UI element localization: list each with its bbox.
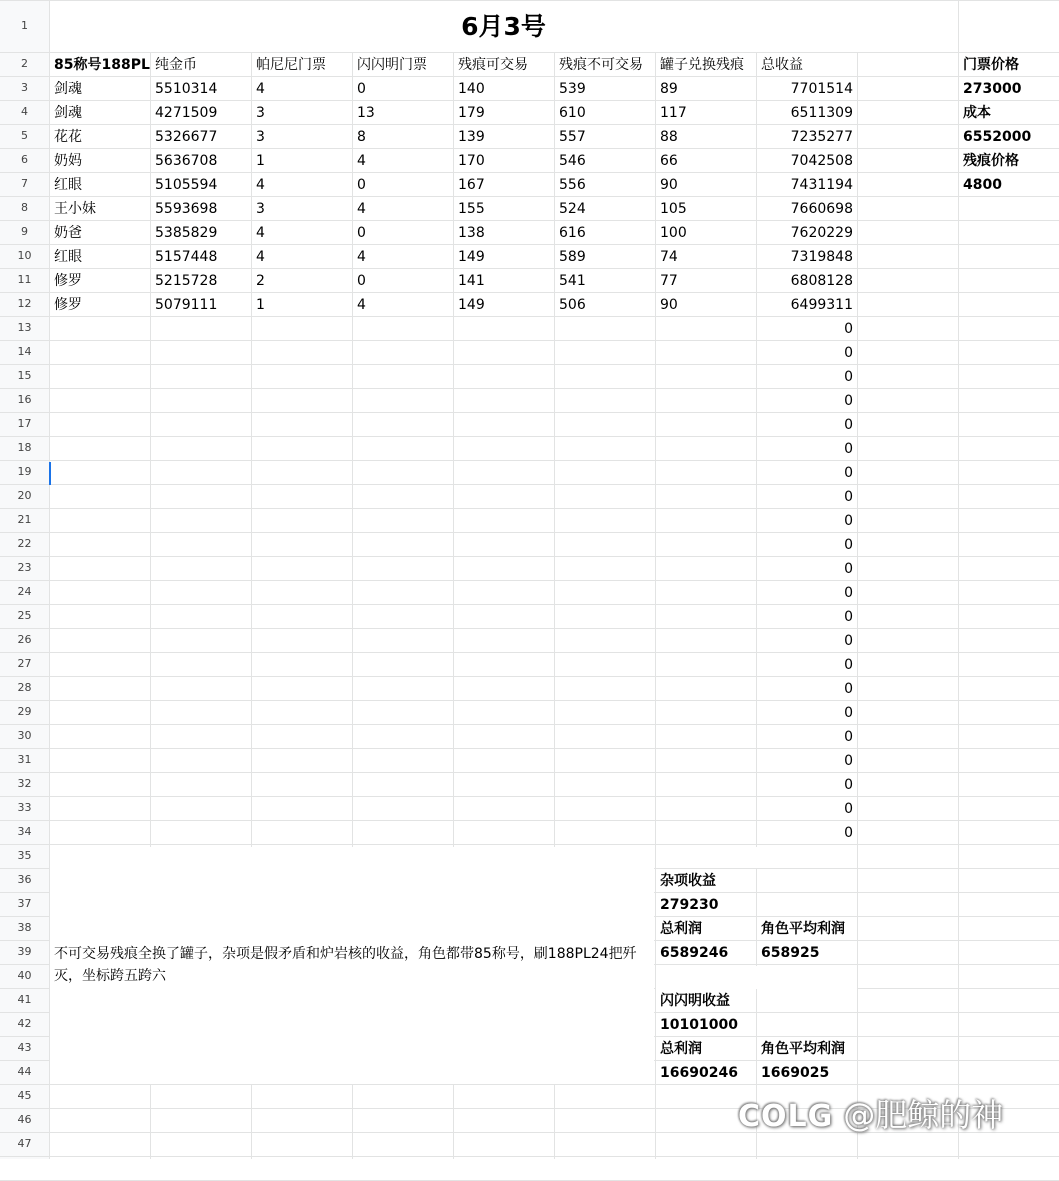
table-cell[interactable]: 8 — [357, 129, 366, 145]
table-cell[interactable]: 7319848 — [790, 249, 853, 265]
table-cell[interactable]: 105 — [660, 201, 687, 217]
grid-line — [958, 0, 959, 1159]
row-number[interactable]: 35 — [17, 849, 32, 862]
total-cell[interactable]: 0 — [844, 825, 853, 841]
grid-line — [0, 388, 1059, 389]
table-cell[interactable]: 2 — [256, 273, 265, 289]
total-cell[interactable]: 0 — [844, 345, 853, 361]
table-cell[interactable]: 6499311 — [790, 297, 853, 313]
grid-line — [0, 508, 1059, 509]
row-number[interactable]: 18 — [17, 441, 32, 454]
row-number[interactable]: 22 — [17, 537, 32, 550]
side-cell[interactable]: 门票价格 — [963, 57, 1019, 73]
row-number[interactable]: 5 — [21, 129, 28, 142]
row-number[interactable]: 3 — [21, 81, 28, 94]
row-number[interactable]: 26 — [17, 633, 32, 646]
row-number[interactable]: 36 — [17, 873, 32, 886]
table-cell[interactable]: 0 — [357, 225, 366, 241]
row-number[interactable]: 28 — [17, 681, 32, 694]
row-number[interactable]: 43 — [17, 1041, 32, 1054]
row-number[interactable]: 38 — [17, 921, 32, 934]
table-cell[interactable]: 140 — [458, 81, 485, 97]
row-number[interactable]: 45 — [17, 1089, 32, 1102]
table-cell[interactable]: 77 — [660, 273, 678, 289]
row-number[interactable]: 41 — [17, 993, 32, 1006]
column-header[interactable]: 闪闪明门票 — [357, 57, 427, 73]
total-cell[interactable]: 0 — [844, 777, 853, 793]
total-cell[interactable]: 0 — [844, 393, 853, 409]
row-number[interactable]: 1 — [21, 19, 28, 32]
total-cell[interactable]: 0 — [844, 489, 853, 505]
row-number[interactable]: 24 — [17, 585, 32, 598]
table-cell[interactable]: 149 — [458, 249, 485, 265]
column-header[interactable]: 总收益 — [761, 57, 803, 73]
side-cell[interactable]: 成本 — [963, 105, 991, 121]
grid-line — [0, 340, 1059, 341]
table-cell[interactable]: 3 — [256, 201, 265, 217]
table-cell[interactable]: 4 — [357, 297, 366, 313]
table-cell[interactable]: 0 — [357, 81, 366, 97]
row-number[interactable]: 39 — [17, 945, 32, 958]
total-cell[interactable]: 0 — [844, 441, 853, 457]
table-cell[interactable]: 1 — [256, 297, 265, 313]
table-cell[interactable]: 5510314 — [155, 81, 218, 97]
row-number[interactable]: 9 — [21, 225, 28, 238]
column-header[interactable]: 罐子兑换残痕 — [660, 57, 744, 73]
table-cell[interactable]: 0 — [357, 273, 366, 289]
table-cell[interactable]: 100 — [660, 225, 687, 241]
shine-income-value[interactable]: 10101000 — [660, 1017, 738, 1033]
row-number[interactable]: 7 — [21, 177, 28, 190]
table-cell[interactable]: 506 — [559, 297, 586, 313]
grid-line — [0, 604, 1059, 605]
column-header[interactable]: 纯金币 — [155, 57, 197, 73]
side-cell[interactable]: 6552000 — [963, 129, 1032, 145]
column-header[interactable]: 残痕可交易 — [458, 57, 528, 73]
total-cell[interactable]: 0 — [844, 513, 853, 529]
table-cell[interactable]: 花花 — [54, 129, 82, 145]
table-cell[interactable]: 539 — [559, 81, 586, 97]
total-profit-label[interactable]: 总利润 — [660, 921, 702, 937]
table-cell[interactable]: 155 — [458, 201, 485, 217]
grid-line — [0, 364, 1059, 365]
table-cell[interactable]: 4 — [256, 225, 265, 241]
grid-line — [0, 820, 1059, 821]
row-number[interactable]: 27 — [17, 657, 32, 670]
total-profit-2-label[interactable]: 总利润 — [660, 1041, 702, 1057]
row-number[interactable]: 23 — [17, 561, 32, 574]
row-number[interactable]: 46 — [17, 1113, 32, 1126]
row-number[interactable]: 30 — [17, 729, 32, 742]
grid-line — [0, 772, 1059, 773]
total-cell[interactable]: 0 — [844, 753, 853, 769]
row-number[interactable]: 6 — [21, 153, 28, 166]
table-cell[interactable]: 1 — [256, 153, 265, 169]
row-number[interactable]: 20 — [17, 489, 32, 502]
table-cell[interactable]: 奶妈 — [54, 153, 82, 169]
table-cell[interactable]: 5105594 — [155, 177, 218, 193]
row-number[interactable]: 33 — [17, 801, 32, 814]
row-number[interactable]: 42 — [17, 1017, 32, 1030]
table-cell[interactable]: 4 — [357, 249, 366, 265]
table-cell[interactable]: 红眼 — [54, 249, 82, 265]
row-number[interactable]: 15 — [17, 369, 32, 382]
row-number[interactable]: 31 — [17, 753, 32, 766]
grid-line — [0, 484, 1059, 485]
avg-profit-label[interactable]: 角色平均利润 — [761, 921, 845, 937]
total-cell[interactable]: 0 — [844, 801, 853, 817]
total-cell[interactable]: 0 — [844, 585, 853, 601]
shine-income-label[interactable]: 闪闪明收益 — [660, 993, 730, 1009]
watermark-text: @肥鲸的神 — [843, 1096, 1004, 1134]
grid-line — [0, 652, 1059, 653]
colg-logo: COLG — [738, 1099, 834, 1134]
table-cell[interactable]: 5636708 — [155, 153, 218, 169]
table-cell[interactable]: 剑魂 — [54, 81, 82, 97]
table-cell[interactable]: 138 — [458, 225, 485, 241]
row-number[interactable]: 4 — [21, 105, 28, 118]
table-cell[interactable]: 170 — [458, 153, 485, 169]
table-cell[interactable]: 139 — [458, 129, 485, 145]
grid-line — [0, 460, 1059, 461]
total-cell[interactable]: 0 — [844, 729, 853, 745]
row-number[interactable]: 47 — [17, 1137, 32, 1150]
column-header[interactable]: 85称号188PL — [54, 57, 150, 73]
row-number[interactable]: 21 — [17, 513, 32, 526]
row-number[interactable]: 19 — [17, 465, 32, 478]
grid-line — [0, 844, 1059, 845]
table-cell[interactable]: 4 — [357, 153, 366, 169]
table-cell[interactable]: 179 — [458, 105, 485, 121]
grid-line — [0, 580, 1059, 581]
table-cell[interactable]: 5593698 — [155, 201, 218, 217]
total-cell[interactable]: 0 — [844, 321, 853, 337]
table-cell[interactable]: 4 — [357, 201, 366, 217]
row-number[interactable]: 44 — [17, 1065, 32, 1078]
avg-profit-2-label[interactable]: 角色平均利润 — [761, 1041, 845, 1057]
table-cell[interactable]: 167 — [458, 177, 485, 193]
row-number[interactable]: 11 — [17, 273, 32, 286]
grid-line — [0, 628, 1059, 629]
side-cell[interactable]: 4800 — [963, 177, 1002, 193]
total-cell[interactable]: 0 — [844, 465, 853, 481]
grid-line — [0, 676, 1059, 677]
column-header[interactable]: 残痕不可交易 — [559, 57, 643, 73]
row-number[interactable]: 13 — [17, 321, 32, 334]
table-cell[interactable]: 4 — [256, 81, 265, 97]
table-cell[interactable]: 4271509 — [155, 105, 218, 121]
table-cell[interactable]: 13 — [357, 105, 375, 121]
table-cell[interactable]: 556 — [559, 177, 586, 193]
table-cell[interactable]: 88 — [660, 129, 678, 145]
table-cell[interactable]: 74 — [660, 249, 678, 265]
table-cell[interactable]: 616 — [559, 225, 586, 241]
row-number[interactable]: 37 — [17, 897, 32, 910]
total-cell[interactable]: 0 — [844, 633, 853, 649]
table-cell[interactable]: 7660698 — [790, 201, 853, 217]
table-cell[interactable]: 4 — [256, 177, 265, 193]
sheet-title: 6月3号 — [461, 12, 546, 41]
total-cell[interactable]: 0 — [844, 369, 853, 385]
row-number[interactable]: 25 — [17, 609, 32, 622]
avg-profit-2-value[interactable]: 1669025 — [761, 1065, 830, 1081]
total-cell[interactable]: 0 — [844, 657, 853, 673]
table-cell[interactable]: 89 — [660, 81, 678, 97]
total-cell[interactable]: 0 — [844, 561, 853, 577]
table-cell[interactable]: 7042508 — [790, 153, 853, 169]
grid-line — [857, 0, 858, 1159]
total-cell[interactable]: 0 — [844, 705, 853, 721]
grid-line — [0, 436, 1059, 437]
row-number[interactable]: 16 — [17, 393, 32, 406]
table-cell[interactable]: 6511309 — [790, 105, 853, 121]
total-profit-value[interactable]: 6589246 — [660, 945, 729, 961]
table-cell[interactable]: 610 — [559, 105, 586, 121]
table-cell[interactable]: 剑魂 — [54, 105, 82, 121]
grid-line — [0, 748, 1059, 749]
total-cell[interactable]: 0 — [844, 537, 853, 553]
row-number[interactable]: 2 — [21, 57, 28, 70]
grid-line — [0, 1156, 1059, 1157]
summary-blank-cell — [656, 847, 857, 868]
misc-income-value[interactable]: 279230 — [660, 897, 719, 913]
table-cell[interactable]: 0 — [357, 177, 366, 193]
grid-line — [0, 724, 1059, 725]
side-cell[interactable]: 273000 — [963, 81, 1022, 97]
row-number[interactable]: 10 — [17, 249, 32, 262]
table-cell[interactable]: 90 — [660, 177, 678, 193]
side-cell[interactable]: 残痕价格 — [963, 153, 1019, 169]
row-number[interactable]: 17 — [17, 417, 32, 430]
cell-cursor — [49, 462, 51, 485]
total-profit-2-value[interactable]: 16690246 — [660, 1065, 738, 1081]
table-cell[interactable]: 3 — [256, 129, 265, 145]
total-cell[interactable]: 0 — [844, 681, 853, 697]
table-cell[interactable]: 90 — [660, 297, 678, 313]
table-cell[interactable]: 7701514 — [790, 81, 853, 97]
table-cell[interactable]: 7431194 — [790, 177, 853, 193]
table-cell[interactable]: 奶爸 — [54, 225, 82, 241]
table-cell[interactable]: 589 — [559, 249, 586, 265]
table-cell[interactable]: 4 — [256, 249, 265, 265]
grid-line — [0, 796, 1059, 797]
row-number[interactable]: 32 — [17, 777, 32, 790]
table-cell[interactable]: 149 — [458, 297, 485, 313]
note-text: 不可交易残痕全换了罐子，杂项是假矛盾和炉岩核的收益，角色都带85称号，刷188PL24把歼灭，坐标跨五跨六 — [54, 946, 637, 984]
avg-profit-value[interactable]: 658925 — [761, 945, 820, 961]
row-number[interactable]: 29 — [17, 705, 32, 718]
table-cell[interactable]: 141 — [458, 273, 485, 289]
total-cell[interactable]: 0 — [844, 609, 853, 625]
table-cell[interactable]: 66 — [660, 153, 678, 169]
table-cell[interactable]: 5326677 — [155, 129, 218, 145]
table-cell[interactable]: 5157448 — [155, 249, 218, 265]
column-header[interactable]: 帕尼尼门票 — [256, 57, 326, 73]
row-number[interactable]: 14 — [17, 345, 32, 358]
table-cell[interactable]: 546 — [559, 153, 586, 169]
table-cell[interactable]: 7620229 — [790, 225, 853, 241]
total-cell[interactable]: 0 — [844, 417, 853, 433]
summary-blank-cell — [656, 966, 857, 989]
grid-line — [0, 1084, 1059, 1085]
watermark — [738, 1090, 1003, 1136]
grid-line — [0, 700, 1059, 701]
table-cell[interactable]: 红眼 — [54, 177, 82, 193]
table-cell[interactable]: 117 — [660, 105, 687, 121]
table-cell[interactable]: 524 — [559, 201, 586, 217]
row-number[interactable]: 8 — [21, 201, 28, 214]
table-cell[interactable]: 541 — [559, 273, 586, 289]
table-cell[interactable]: 5385829 — [155, 225, 218, 241]
table-cell[interactable]: 7235277 — [790, 129, 853, 145]
table-cell[interactable]: 6808128 — [790, 273, 853, 289]
grid-line — [0, 556, 1059, 557]
table-cell[interactable]: 5215728 — [155, 273, 218, 289]
table-cell[interactable]: 5079111 — [155, 297, 218, 313]
row-number[interactable]: 12 — [17, 297, 32, 310]
table-cell[interactable]: 3 — [256, 105, 265, 121]
table-cell[interactable]: 修罗 — [54, 273, 82, 289]
misc-income-label[interactable]: 杂项收益 — [660, 873, 716, 889]
grid-line — [0, 532, 1059, 533]
table-cell[interactable]: 修罗 — [54, 297, 82, 313]
table-cell[interactable]: 王小妹 — [54, 201, 96, 217]
table-cell[interactable]: 557 — [559, 129, 586, 145]
grid-line — [0, 412, 1059, 413]
row-number[interactable]: 34 — [17, 825, 32, 838]
row-number[interactable]: 40 — [17, 969, 32, 982]
